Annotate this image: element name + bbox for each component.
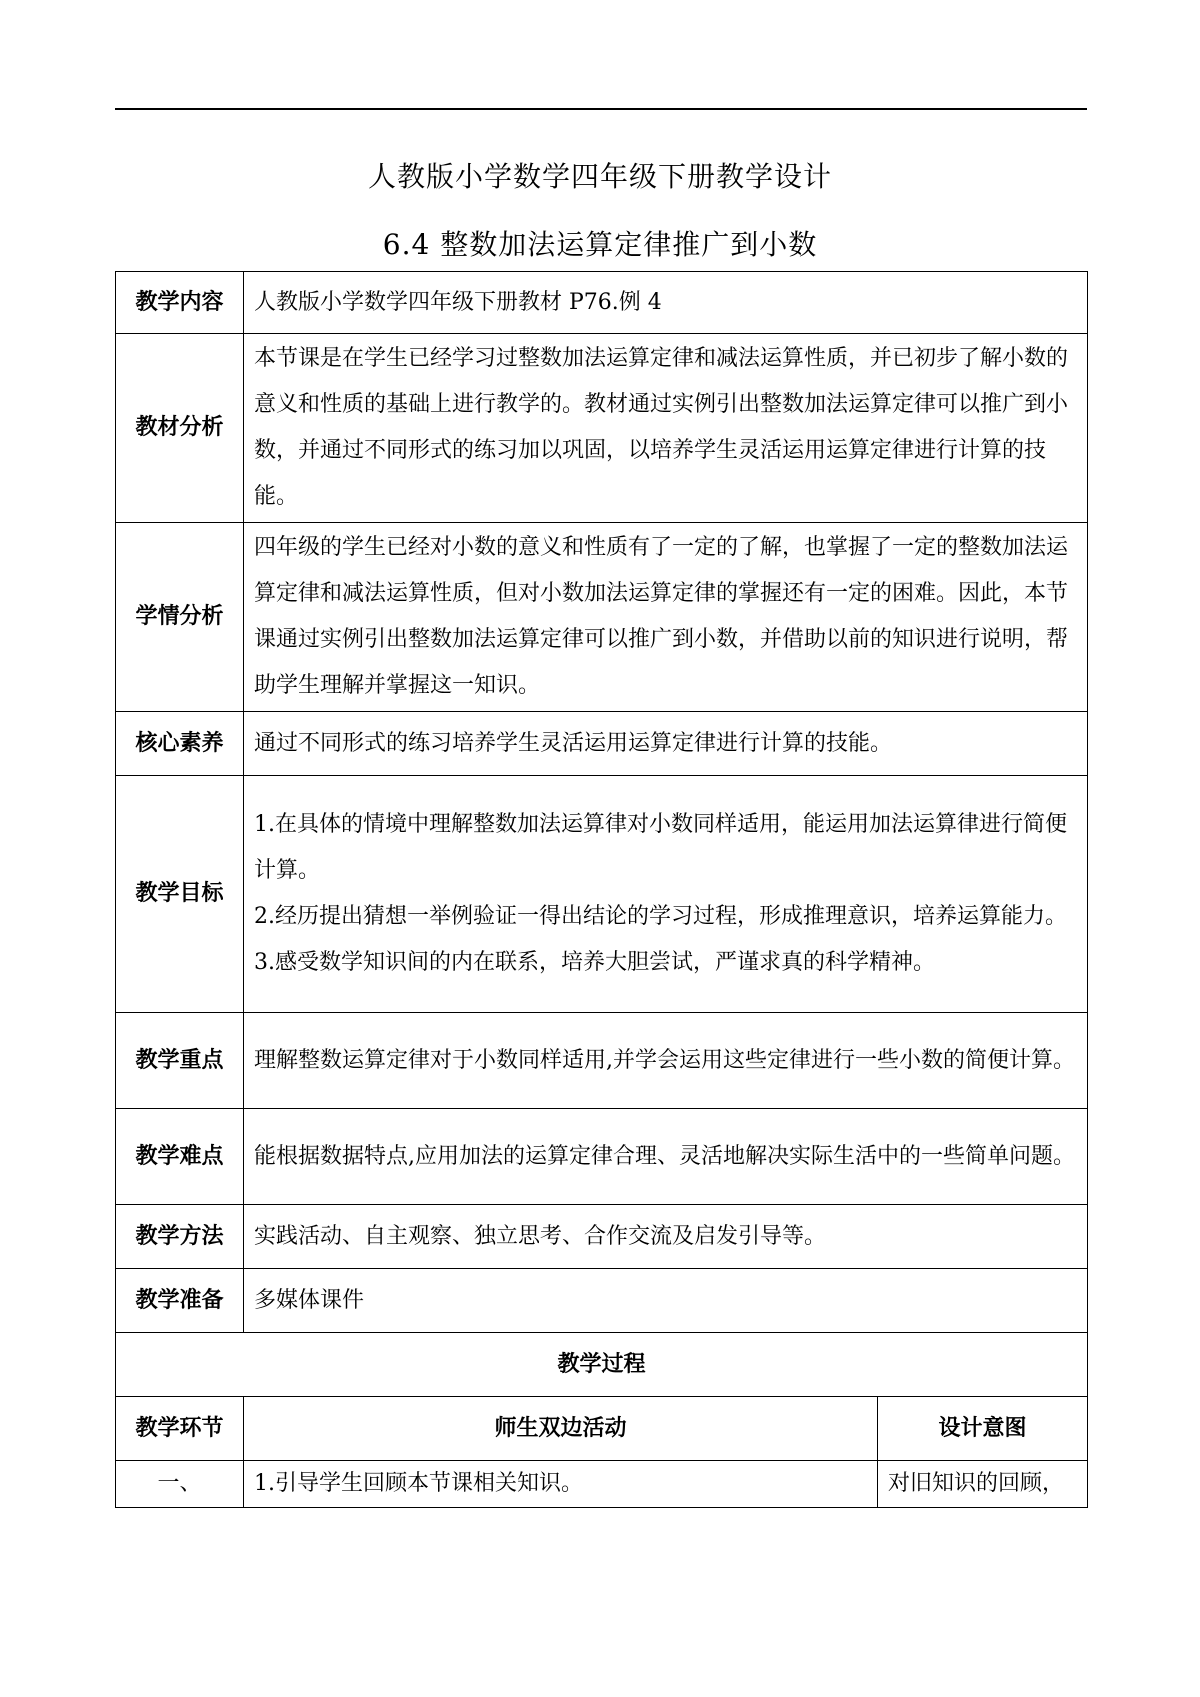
table-row <box>116 523 1088 712</box>
content-line: 理解整数运算定律对于小数同样适用,并学会运用这些定律进行一些小数的简便计算。 <box>254 1047 1075 1073</box>
column-header: 设计意图 <box>878 1397 1088 1461</box>
content-line: 通过不同形式的练习培养学生灵活运用运算定律进行计算的技能。 <box>254 730 893 756</box>
document-title: 人教版小学数学四年级下册教学设计 <box>367 160 832 193</box>
stage-cell: 一、 <box>116 1461 244 1508</box>
table-row <box>116 334 1088 523</box>
content-line: 1.在具体的情境中理解整数加法运算律对小数同样适用，能运用加法运算律进行简便计算。 <box>254 812 1067 883</box>
lesson-title: 6.4 整数加法运算定律推广到小数 <box>382 228 818 261</box>
table-row <box>116 1461 1088 1508</box>
column-header: 教学环节 <box>116 1397 244 1461</box>
row-label: 教学方法 <box>116 1205 244 1269</box>
content-line: 3.感受数学知识间的内在联系，培养大胆尝试，严谨求真的科学精神。 <box>254 950 935 975</box>
row-label: 教学准备 <box>116 1269 244 1333</box>
content-line: 能根据数据特点,应用加法的运算定律合理、灵活地解决实际生活中的一些简单问题。 <box>254 1143 1075 1169</box>
row-content <box>244 523 1088 712</box>
row-content <box>244 1109 1088 1205</box>
row-label: 教学难点 <box>116 1109 244 1205</box>
column-header: 师生双边活动 <box>244 1397 878 1461</box>
row-content <box>244 272 1088 334</box>
table-row <box>116 1109 1088 1205</box>
row-label: 教学重点 <box>116 1013 244 1109</box>
row-label: 教材分析 <box>116 334 244 523</box>
row-content <box>244 1269 1088 1333</box>
row-content <box>244 1205 1088 1269</box>
intent-cell: 对旧知识的回顾， <box>878 1461 1088 1508</box>
row-content <box>244 1013 1088 1109</box>
row-content <box>244 334 1088 523</box>
activity-cell: 1.引导学生回顾本节课相关知识。 <box>244 1461 878 1508</box>
table-row <box>116 1269 1088 1333</box>
table-row <box>116 1013 1088 1109</box>
header-rule <box>115 108 1087 110</box>
content-line: 多媒体课件 <box>254 1287 365 1313</box>
table-row <box>116 712 1088 776</box>
table-row <box>116 272 1088 334</box>
content-line: 人教版小学数学四年级下册教材 P76.例 4 <box>254 289 662 315</box>
content-line: 2.经历提出猜想一举例验证一得出结论的学习过程，形成推理意识，培养运算能力。 <box>254 904 1067 929</box>
process-title: 教学过程 <box>116 1333 1088 1397</box>
row-label: 教学目标 <box>116 776 244 1013</box>
table-header-row <box>116 1397 1088 1461</box>
table-row <box>116 776 1088 1013</box>
row-label: 学情分析 <box>116 523 244 712</box>
table-row <box>116 1205 1088 1269</box>
content-line: 本节课是在学生已经学习过整数加法运算定律和减法运算性质，并已初步了解小数的意义和性质的基础上进行教学的。教材通过实例引出整数加法运算定律可以推广到小数，并通过不同形式的练习加以巩固，以培养学生灵活运用运算定律进行计算的技能。 <box>254 346 1069 509</box>
content-line: 实践活动、自主观察、独立思考、合作交流及启发引导等。 <box>254 1223 827 1249</box>
row-content <box>244 712 1088 776</box>
row-label: 核心素养 <box>116 712 244 776</box>
row-content <box>244 776 1088 1013</box>
lesson-plan-table <box>115 271 1088 1508</box>
table-row <box>116 1333 1088 1397</box>
content-line: 四年级的学生已经对小数的意义和性质有了一定的了解，也掌握了一定的整数加法运算定律和减法运算性质，但对小数加法运算定律的掌握还有一定的困难。因此，本节课通过实例引出整数加法运算定律可以推广到小数，并借助以前的知识进行说明，帮助学生理解并掌握这一知识。 <box>254 535 1069 698</box>
row-label: 教学内容 <box>116 272 244 334</box>
